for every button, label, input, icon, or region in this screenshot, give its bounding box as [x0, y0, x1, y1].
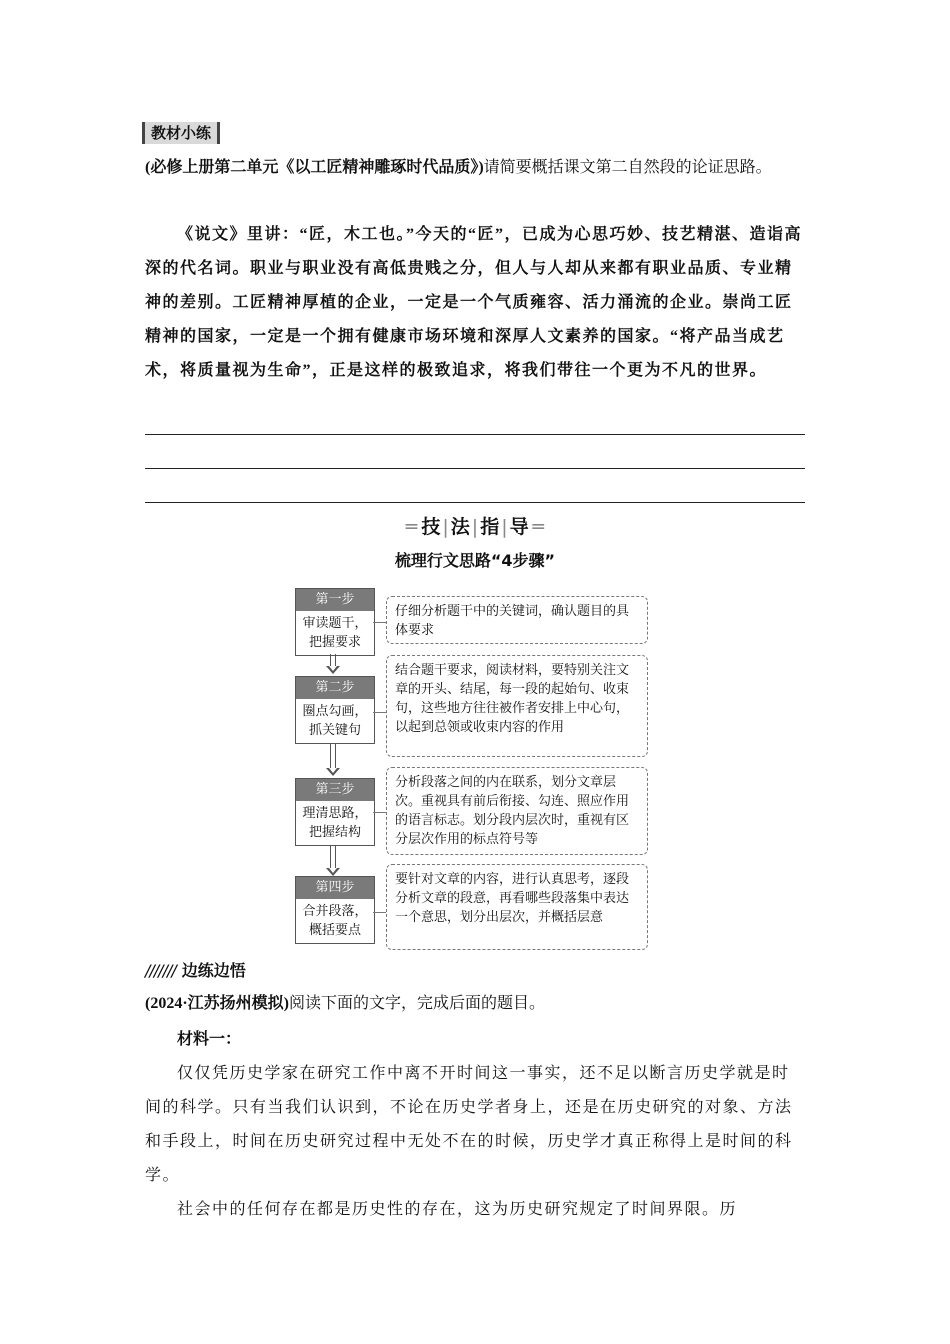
step-body-line: 把握结构	[308, 825, 361, 840]
connector-line	[373, 622, 386, 623]
step-title: 第四步	[296, 877, 374, 899]
step-title: 第三步	[296, 779, 374, 801]
answer-line[interactable]	[145, 434, 805, 435]
step-description: 仔细分析题干中的关键词，确认题目的具体要求	[386, 596, 648, 644]
practice-instruction	[145, 986, 805, 1021]
down-arrow-icon	[326, 654, 340, 674]
slash-decoration: ///////	[145, 961, 176, 980]
material-label: 材料一：	[177, 1029, 242, 1048]
step-body-line: 理清思路，	[302, 806, 368, 821]
step-body-line: 审读题干，	[302, 616, 368, 631]
heading-decoration-icon: ═	[405, 516, 418, 538]
step-description: 分析段落之间的内在联系，划分文章层次。重视具有前后衔接、勾连、照应作用的语言标志。划分段内层次时，重视有区分层次作用的标点符号等	[386, 767, 648, 855]
down-arrow-icon	[326, 846, 340, 876]
step-box	[295, 876, 375, 944]
exercise-tag: 教材小练	[142, 122, 220, 144]
practice-source: (2024·江苏扬州模拟)	[145, 995, 289, 1012]
step-body	[296, 699, 374, 743]
material-paragraph: 社会中的任何存在都是历史性的存在，这为历史研究规定了时间界限。历	[177, 1199, 738, 1218]
step-body	[296, 801, 374, 845]
material-paragraph: 仅仅凭历史学家在研究工作中离不开时间这一事实，还不足以断言历史学就是时间的科学。只有当我们认识到，不论在历史学者身上，还是在历史研究的对象、方法和手段上，时间在历史研究过程中无处不在的时候，历史学才真正称得上是时间的科学。	[145, 1063, 793, 1184]
answer-line[interactable]	[145, 502, 805, 503]
practice-heading	[145, 958, 246, 984]
heading-char: 法	[450, 516, 470, 538]
step-body	[296, 611, 374, 655]
prompt-source: (必修上册第二单元《以工匠精神雕琢时代品质》)	[145, 159, 484, 176]
step-box	[295, 778, 375, 846]
connector-line	[373, 812, 386, 813]
exercise-prompt	[145, 150, 805, 185]
step-title: 第二步	[296, 677, 374, 699]
step-description: 结合题干要求，阅读材料，要特别关注文章的开头、结尾，每一段的起始句、收束句，这些地方往往被作者安排上中心句，以起到总领或收束内容的作用	[386, 655, 648, 757]
prompt-text: 请简要概括课文第二自然段的论证思路。	[483, 157, 772, 176]
guide-heading: ═ 技 | 法 | 指 | 导 ═	[405, 516, 545, 538]
step-body	[296, 899, 374, 943]
connector-line	[373, 712, 386, 713]
guide-subheading: 梳理行文思路“4步骤”	[394, 551, 556, 570]
answer-line[interactable]	[145, 468, 805, 469]
step-box	[295, 588, 375, 656]
exercise-passage: 《说文》里讲：“匠，木工也。”今天的“匠”，已成为心思巧妙、技艺精湛、造诣高深的代名词。职业与职业没有高低贵贱之分，但人与人却从来都有职业品质、专业精神的差别。工匠精神厚植的企业，一定是一个气质雍容、活力涌流的企业。崇尚工匠精神的国家，一定是一个拥有健康市场环境和深厚人文素养的国家。“将产品当成艺术，将质量视为生命”，正是这样的极致追求，将我们带往一个更为不凡的世界。	[145, 226, 803, 379]
step-body-line: 把握要求	[308, 635, 361, 650]
step-description: 要针对文章的内容，进行认真思考，逐段分析文章的段意，再看哪些段落集中表达一个意思，划分出层次，并概括层意	[386, 864, 648, 950]
step-box	[295, 676, 375, 744]
heading-decoration-icon: ═	[532, 516, 545, 538]
heading-char: 技	[421, 516, 441, 538]
practice-instruction-text: 阅读下面的文字，完成后面的题目。	[289, 993, 546, 1012]
heading-char: 导	[509, 516, 529, 538]
heading-char: 指	[480, 516, 500, 538]
connector-line	[373, 912, 386, 913]
step-body-line: 合并段落，	[302, 904, 368, 919]
step-body-line: 概括要点	[308, 923, 361, 938]
step-title: 第一步	[296, 589, 374, 611]
step-body-line: 抓关键句	[308, 723, 361, 738]
down-arrow-icon	[326, 744, 340, 776]
practice-heading-text: 边练边悟	[181, 961, 246, 980]
step-body-line: 圈点勾画，	[302, 704, 368, 719]
